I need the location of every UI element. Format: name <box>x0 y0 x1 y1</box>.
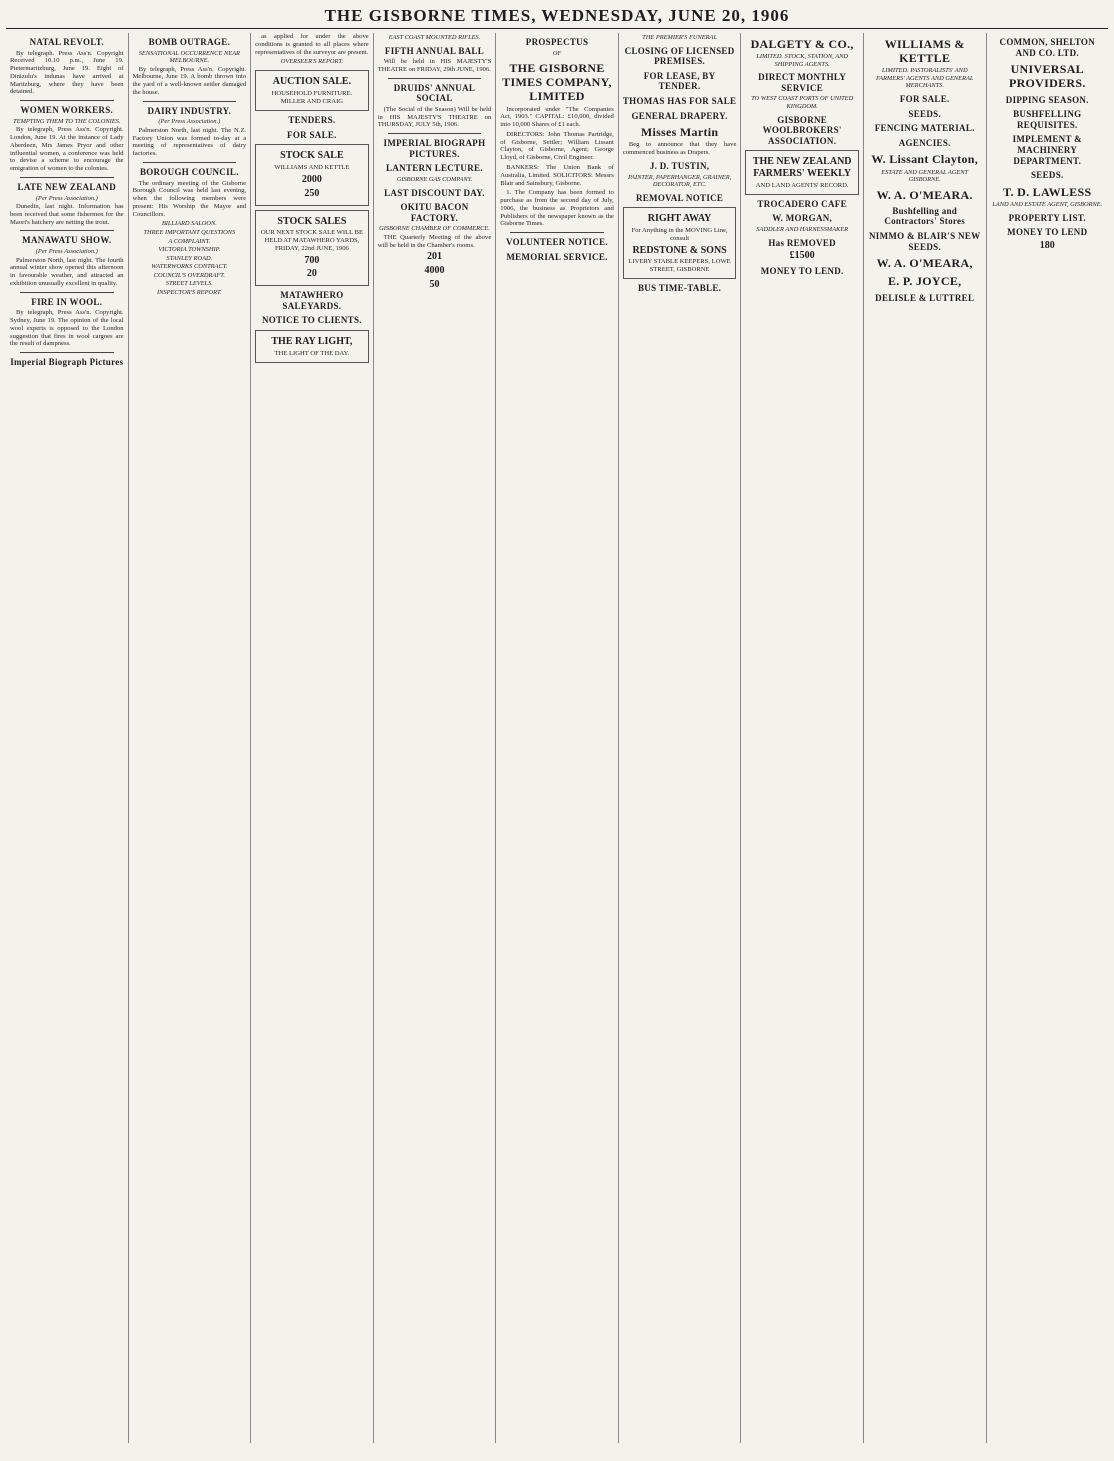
article-text: as applied for under the above conditions is granted to all places where representatives of the surveyor are present. <box>255 33 369 56</box>
headline: W. A. O'MEARA. <box>876 187 973 202</box>
headline: THOMAS HAS FOR SALE <box>622 95 737 106</box>
headline: FOR LEASE, BY TENDER. <box>643 70 716 92</box>
article-text: Palmerston North, last night. The N.Z. Factory Union was formed to-day at a meeting of representatives of dairy factories. <box>132 126 247 158</box>
headline: IMPLEMENT & MACHINERY DEPARTMENT. <box>1012 134 1082 166</box>
subheadline: THE PREMIER'S FUNERAL <box>642 34 718 41</box>
headline: DALGETY & CO., <box>750 37 854 51</box>
headline: GISBORNE WOOLBROKERS' ASSOCIATION. <box>762 114 842 146</box>
divider <box>388 133 482 134</box>
headline: DIPPING SEASON. <box>1005 94 1089 105</box>
section-heading: STANLEY ROAD. <box>166 254 213 262</box>
ad-number: £1500 <box>789 250 815 262</box>
article-text: By telegraph, Press Ass'n. Copyright. Sydney, June 19. The opinion of the local wool experts is opposed to the London suggestion that fires in wool cargoes are the result of dampness. <box>10 309 124 348</box>
section-heading: THREE IMPORTANT QUESTIONS <box>143 228 236 236</box>
divider <box>20 292 114 293</box>
ray-light-ad <box>255 330 369 363</box>
headline: LAST DISCOUNT DAY. <box>384 187 485 198</box>
ad-number: 180 <box>1039 239 1055 251</box>
headline: WOMEN WORKERS. <box>20 105 114 116</box>
ad-number: 201 <box>426 251 442 263</box>
article-text: Dunedin, last night. Information has been received that some fishermen for the Maori's hatchery are netting the trout. <box>10 203 124 226</box>
article-text: 1. The Company has been formed to purchase as from the second day of July, 1906, the business as Proprietors and Publishers of the newspaper known as the Gisborne Times. <box>500 189 614 228</box>
ad-heading: THE NEW ZEALAND FARMERS' WEEKLY <box>752 156 852 180</box>
stock-sale-ad <box>255 144 369 205</box>
article-text: THE Quarterly Meeting of the above will be held in the Chamber's rooms. <box>377 233 492 249</box>
headline: REMOVAL NOTICE <box>635 192 724 203</box>
headline: FOR SALE. <box>899 93 950 104</box>
divider <box>388 78 482 79</box>
headline: AGENCIES. <box>898 137 951 148</box>
masthead <box>6 6 1108 29</box>
column-8 <box>864 33 987 1443</box>
article-text: By telegraph. Press Ass'n. Copyright Received 10.10 p.m., June 19. Pietermaritzburg, June 19. Eight of Dinizulu's indunas have arrived at Maritzburg, where they have been detained. <box>10 49 124 96</box>
divider <box>143 162 237 163</box>
column-2 <box>129 33 252 1443</box>
headline: Misses Martin <box>640 125 719 140</box>
headline: THE GISBORNE TIMES COMPANY, LIMITED <box>502 61 612 104</box>
article-text: Incorporated under "The Companies Act, 1903." CAPITAL: £10,000, divided into 10,000 Shares of £1 each. <box>500 105 614 129</box>
subheadline: LIMITED. PASTORALISTS' AND FARMERS' AGENTS AND GENERAL MERCHANTS. <box>876 67 974 90</box>
headline: BOMB OUTRAGE. <box>148 37 231 47</box>
subheadline: (Per Press Association.) <box>35 248 98 256</box>
subheadline: GISBORNE GAS COMPANY. <box>396 176 473 184</box>
ad-line: For Anything in the MOVING Line, consult <box>631 227 728 242</box>
headline: BUSHFELLING REQUISITES. <box>1013 109 1082 130</box>
headline: J. D. TUSTIN, <box>649 160 710 171</box>
subheadline: GISBORNE CHAMBER OF COMMERCE. <box>379 225 490 233</box>
ad-number: 50 <box>429 279 440 291</box>
section-heading: OVERSEER'S REPORT. <box>280 58 344 66</box>
section-heading: INSPECTOR'S REPORT. <box>157 288 222 296</box>
headline: TROCADERO CAFE <box>757 198 847 209</box>
headline: WILLIAMS & KETTLE <box>884 37 965 66</box>
column-4 <box>374 33 497 1443</box>
headline: Imperial Biograph Pictures <box>10 357 124 368</box>
headline: MONEY TO LEND. <box>760 265 844 276</box>
divider <box>510 232 604 233</box>
subheadline: EAST COAST MOUNTED RIFLES. <box>388 34 481 41</box>
headline: BUS TIME-TABLE. <box>637 282 722 293</box>
divider <box>20 352 114 353</box>
article-text: DIRECTORS: John Thomas Partridge, of Gisborne, Settler; William Lissant Clayton, of Gisborne, Agent; George Lloyd, of Gisborne, Civil Engineer. <box>500 130 614 162</box>
headline: OKITU BACON FACTORY. <box>400 202 469 223</box>
headline: DIRECT MONTHLY SERVICE <box>758 72 847 93</box>
headline: IMPERIAL BIOGRAPH PICTURES. <box>383 138 486 159</box>
ad-heading: STOCK SALE <box>280 150 344 162</box>
headline: PROPERTY LIST. <box>1008 212 1086 223</box>
subheadline: TO WEST COAST PORTS OF UNITED KINGDOM. <box>751 95 854 111</box>
ad-heading: STOCK SALES <box>277 215 347 227</box>
ad-heading: THE RAY LIGHT, <box>271 336 353 348</box>
subheadline: SADDLER AND HARNESSMAKER <box>756 225 849 233</box>
subheadline: LAND AND ESTATE AGENT, GISBORNE. <box>992 200 1103 208</box>
headline: FOR SALE. <box>287 129 337 140</box>
column-6 <box>619 33 742 1443</box>
ad-line: AND LAND AGENTS' RECORD. <box>755 181 849 189</box>
farmers-weekly-ad <box>745 150 859 194</box>
column-7 <box>741 33 864 1443</box>
headline: FENCING MATERIAL. <box>874 123 975 134</box>
headline: NATAL REVOLT. <box>29 37 104 47</box>
column-9 <box>987 33 1109 1443</box>
headline: TENDERS. <box>288 115 336 126</box>
headline: Bushfelling and Contractors' Stores <box>884 205 966 227</box>
article-text: By telegraph, Press Ass'n. Copyright. Melbourne, June 19. A bomb thrown into the yard of a well-known settler damaged the house. <box>132 65 247 96</box>
headline: MONEY TO LEND <box>1007 227 1088 238</box>
subheadline: (Per Press Association.) <box>35 194 98 202</box>
article-text: By telegraph, Press Ass'n. Copyright. London, June 19. At the instance of Lady Aberdeen, Mrs James Pryor and other influential women, a conference was held to devise a scheme to encourage the emigration of women to the colonies. <box>10 126 124 173</box>
subheadline: LIMITED. STOCK, STATION, AND SHIPPING AGENTS. <box>756 53 849 68</box>
headline: LATE NEW ZEALAND <box>17 181 117 192</box>
headline: NIMMO & BLAIR'S NEW SEEDS. <box>868 231 981 252</box>
headline: GENERAL DRAPERY. <box>631 110 728 121</box>
headline: T. D. LAWLESS <box>1003 184 1092 199</box>
headline: MANAWATU SHOW. <box>22 235 112 246</box>
column-3 <box>251 33 374 1443</box>
column-1 <box>6 33 129 1443</box>
headline: MEMORIAL SERVICE. <box>506 251 608 262</box>
article-text: (The Social of the Season) Will be held in HIS MAJESTY'S THEATRE on THURSDAY, JULY 5th, 1906. <box>377 105 492 129</box>
ad-line: WILLIAMS AND KETTLE <box>274 164 350 172</box>
section-heading: COUNCIL'S OVERDRAFT. <box>153 271 225 279</box>
headline: Has REMOVED <box>768 237 836 248</box>
subheadline: ESTATE AND GENERAL AGENT GISBORNE. <box>881 168 969 184</box>
headline: DRUIDS' ANNUAL SOCIAL <box>393 82 476 104</box>
subheadline: PAINTER, PAPERHANGER, GRAINER, DECORATOR, ETC. <box>627 173 732 189</box>
moving-ad <box>623 207 737 279</box>
headline: SEEDS. <box>1030 170 1064 181</box>
ad-line: LIVERY STABLE KEEPERS, LOWE STREET, GISBORNE <box>628 258 731 274</box>
headline: DAIRY INDUSTRY. <box>147 105 232 116</box>
headline: W. MORGAN, <box>772 213 833 224</box>
headline: FIRE IN WOOL. <box>31 296 103 307</box>
ad-heading: AUCTION SALE. <box>272 75 352 87</box>
ad-line: THE LIGHT OF THE DAY. <box>274 349 350 357</box>
headline: UNIVERSAL PROVIDERS. <box>1008 62 1086 91</box>
article-text: Beg to announce that they have commenced business as Drapers. <box>622 141 737 157</box>
headline: FIFTH ANNUAL BALL <box>384 45 485 56</box>
headline: CLOSING OF LICENSED PREMISES. <box>624 45 735 67</box>
subheadline: (Per Press Association.) <box>158 118 221 126</box>
article-text: Palmerston North, last night. The fourth annual winter show opened this afternoon in favourable weather, and attracted an exhibition unusually excellent in quality. <box>10 256 124 287</box>
headline: LANTERN LECTURE. <box>386 163 483 174</box>
article-text: The ordinary meeting of the Gisborne Borough Council was held last evening, when the following members were present: His Worship the Mayor and Councillors. <box>132 179 247 218</box>
page-title: THE GISBORNE TIMES, WEDNESDAY, JUNE 20, 1906 <box>324 6 790 25</box>
headline: W. A. O'MEARA, <box>876 256 973 271</box>
ad-number: 250 <box>304 187 320 199</box>
ad-heading: RIGHT AWAY <box>647 213 712 225</box>
divider <box>143 101 237 102</box>
section-heading: WATERWORKS CONTRACT. <box>151 263 228 271</box>
headline: SEEDS. <box>908 108 941 119</box>
column-5 <box>496 33 619 1443</box>
ad-number: 4000 <box>424 265 445 277</box>
ad-heading: REDSTONE & SONS <box>632 244 727 256</box>
divider <box>20 177 114 178</box>
newspaper-page <box>6 6 1108 1449</box>
headline: PROSPECTUS <box>525 37 589 47</box>
headline: NOTICE TO CLIENTS. <box>261 315 362 326</box>
article-text: Will be held in HIS MAJESTY'S THEATRE on FRIDAY, 29th JUNE, 1906. <box>377 58 492 73</box>
ad-line: HOUSEHOLD FURNITURE. <box>271 89 353 97</box>
ad-number: 20 <box>306 268 317 280</box>
headline: COMMON, SHELTON AND CO. LTD. <box>999 37 1096 58</box>
columns <box>6 33 1108 1443</box>
section-heading: BILLIARD SALOON. <box>161 220 217 228</box>
headline: BOROUGH COUNCIL. <box>139 166 239 177</box>
stock-sales-ad <box>255 210 369 287</box>
headline: VOLUNTEER NOTICE. <box>506 237 608 248</box>
subheadline: OF <box>552 49 562 57</box>
ad-number: 2000 <box>301 173 322 185</box>
ad-number: 700 <box>304 254 320 266</box>
auction-ad <box>255 70 369 111</box>
subheadline: TEMPTING THEM TO THE COLONIES. <box>13 117 121 125</box>
article-text: BANKERS: The Union Bank of Australia, Limited. SOLICITORS: Messrs Blair and Sainsbury, Gisborne. <box>500 163 614 187</box>
section-heading: A COMPLAINT. <box>168 237 211 245</box>
subheadline: SENSATIONAL OCCURRENCE NEAR MELBOURNE. <box>138 49 240 65</box>
divider <box>20 100 114 101</box>
headline: DELISLE & LUTTREL <box>875 292 975 303</box>
ad-line: MILLER AND CRAIG <box>280 98 344 106</box>
section-heading: STREET LEVELS. <box>165 280 213 288</box>
headline: E. P. JOYCE, <box>887 274 962 289</box>
headline: MATAWHERO SALEYARDS. <box>280 290 344 311</box>
ad-line: OUR NEXT STOCK SALE WILL BE HELD AT MATAWHERO YARDS, FRIDAY, 22nd JUNE, 1906 <box>260 229 363 252</box>
divider <box>20 230 114 231</box>
headline: W. Lissant Clayton, <box>871 152 979 167</box>
section-heading: VICTORIA TOWNSHIP. <box>158 246 221 254</box>
